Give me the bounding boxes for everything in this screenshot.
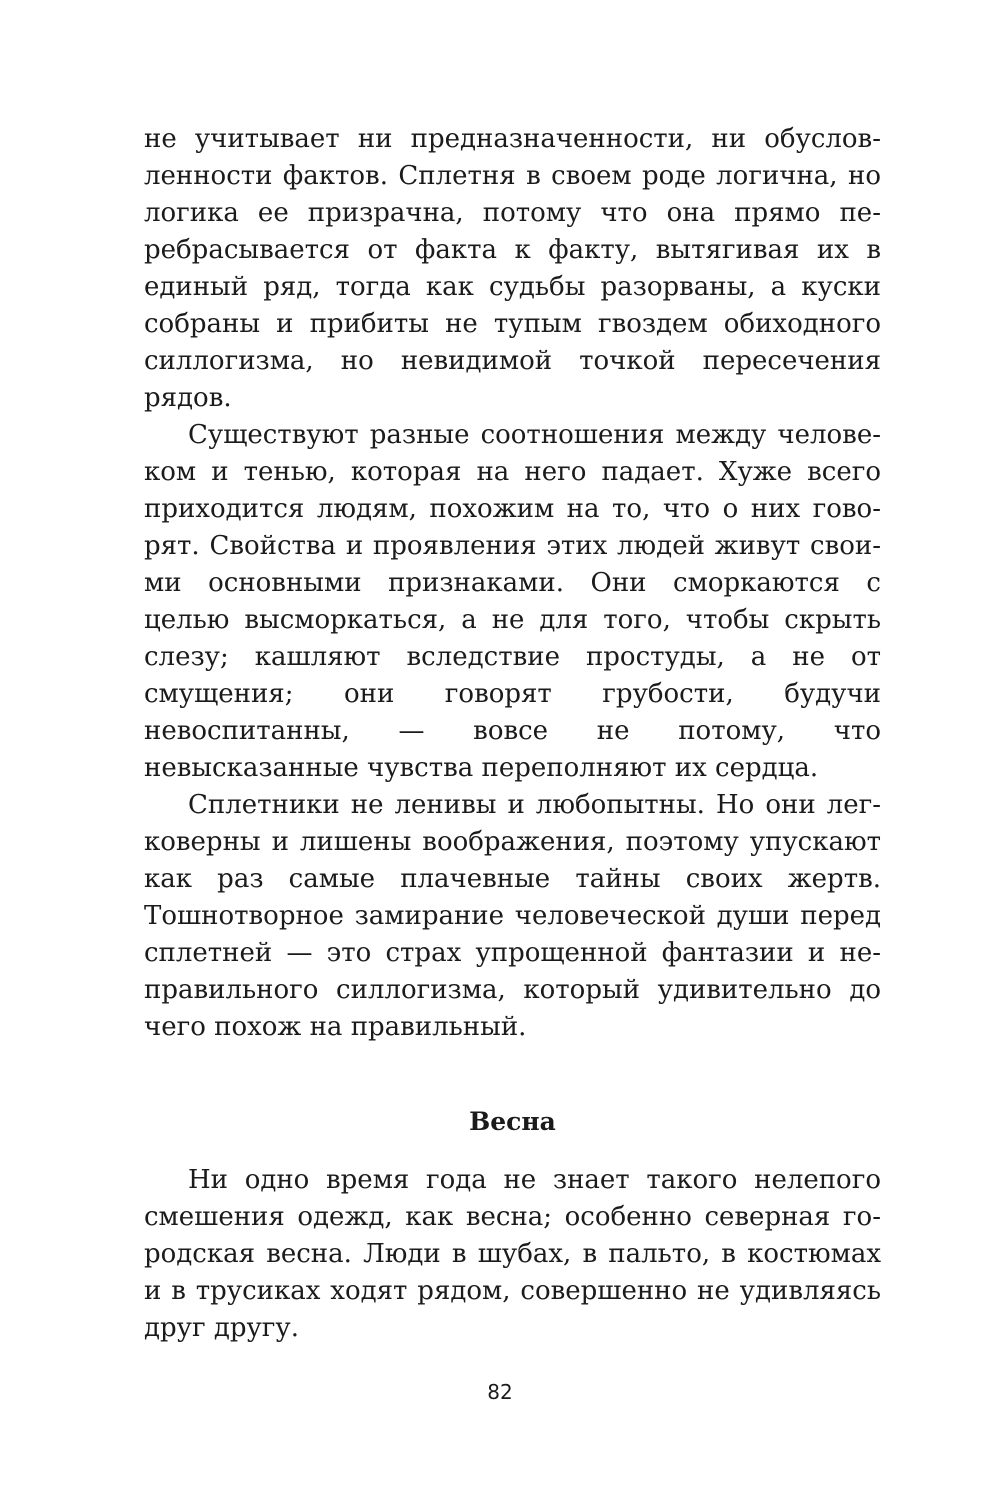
page-number: 82 (487, 1380, 513, 1404)
section-title: Весна (469, 1107, 556, 1136)
page-body (144, 121, 881, 1347)
paragraph-shadow: Существуют разные соотношения между человеком и тенью, которая на него падает. Хуже всего приходится людям, похожим на то, что о них говорят. Свойства и проявления этих людей живут своими основными признаками. Они сморкаются с целью высморкаться, а не для того, чтобы скрыть слезу; кашляют вследствие простуды, а не от смущения; они говорят грубости, будучи невоспитанны, — вовсе не потому, что невысказанные чувства переполняют их сердца. (144, 420, 881, 783)
paragraph-gossips: Сплетники не ленивы и любопытны. Но они легковерны и лишены воображения, поэтому упускают как раз самые плачевные тайны своих жертв. Тошнотворное замирание человеческой души перед сплетней — это страх упрощенной фантазии и неправильного силлогизма, который удивительно до чего похож на правильный. (144, 790, 881, 1042)
paragraph-continued: не учитывает ни предназначенности, ни обусловленности фактов. Сплетня в своем роде логична, но логика ее призрачна, потому что она прямо перебрасывается от факта к факту, вытягивая их в единый ряд, тогда как судьбы разорваны, а куски собраны и прибиты не тупым гвоздем обиходного силлогизма, но невидимой точкой пересечения рядов. (144, 124, 881, 413)
paragraph-spring: Ни одно время года не знает такого нелепого смешения одежд, как весна; особенно северная городская весна. Люди в шубах, в пальто, в костюмах и в трусиках ходят рядом, совершенно не удивляясь друг другу. (144, 1165, 881, 1343)
